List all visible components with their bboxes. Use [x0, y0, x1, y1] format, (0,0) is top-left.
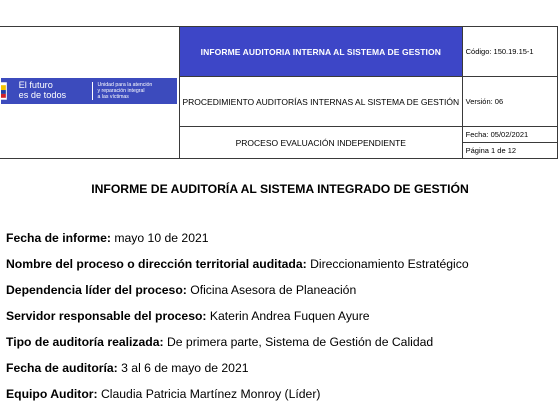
field-process-name: [6, 257, 469, 283]
unit-name-line-1: Unidad para la atención: [97, 81, 153, 88]
field-label: Fecha de informe:: [6, 231, 111, 245]
logo-cell: [0, 27, 180, 159]
field-value: Oficina Asesora de Planeación: [186, 283, 357, 297]
field-lead-dependency: [6, 283, 469, 309]
report-title-cell: INFORME AUDITORIA INTERNA AL SISTEMA DE GESTION: [180, 27, 463, 77]
document-date: Fecha: 05/02/2021: [462, 127, 557, 143]
field-label: Nombre del proceso o dirección territorial auditada:: [6, 257, 307, 271]
field-audit-team: [6, 387, 469, 413]
field-value: De primera parte, Sistema de Gestión de Calidad: [163, 335, 434, 349]
field-value: Direccionamiento Estratégico: [306, 257, 469, 271]
procedure-name: PROCEDIMIENTO AUDITORÍAS INTERNAS AL SISTEMA DE GESTIÓN: [180, 77, 463, 127]
unit-name-line-2: y reparación integral: [97, 87, 145, 94]
document-title: INFORME DE AUDITORÍA AL SISTEMA INTEGRADO DE GESTIÓN: [91, 182, 469, 196]
logo-tagline-line-2: es de todos: [18, 89, 67, 100]
field-value: Katerin Andrea Fuquen Ayure: [206, 309, 370, 323]
coat-of-arms-icon: [1, 80, 13, 102]
document-header-table: [0, 26, 558, 159]
field-value: 3 al 6 de mayo de 2021: [117, 361, 249, 375]
field-label: Tipo de auditoría realizada:: [6, 335, 164, 349]
report-fields: [6, 231, 469, 413]
field-label: Fecha de auditoría:: [6, 361, 118, 375]
field-label: Equipo Auditor:: [6, 387, 98, 401]
logo-divider: [92, 82, 93, 100]
government-logo: [1, 78, 177, 104]
field-audit-type: [6, 335, 469, 361]
field-label: Servidor responsable del proceso:: [6, 309, 207, 323]
unit-name-line-3: a las víctimas: [97, 93, 129, 100]
field-audit-date: [6, 361, 469, 387]
field-report-date: [6, 231, 469, 257]
page-number: Página 1 de 12: [462, 143, 557, 159]
field-value: mayo 10 de 2021: [110, 231, 209, 245]
process-name: PROCESO EVALUACIÓN INDEPENDIENTE: [180, 127, 463, 159]
field-responsible-officer: [6, 309, 469, 335]
document-code: Código: 150.19.15-1: [462, 27, 557, 77]
field-label: Dependencia líder del proceso:: [6, 283, 187, 297]
document-version: Versión: 06: [462, 77, 557, 127]
logo-tagline-line-1: El futuro: [18, 80, 53, 90]
field-value: Claudia Patricia Martínez Monroy (Líder): [97, 387, 321, 401]
